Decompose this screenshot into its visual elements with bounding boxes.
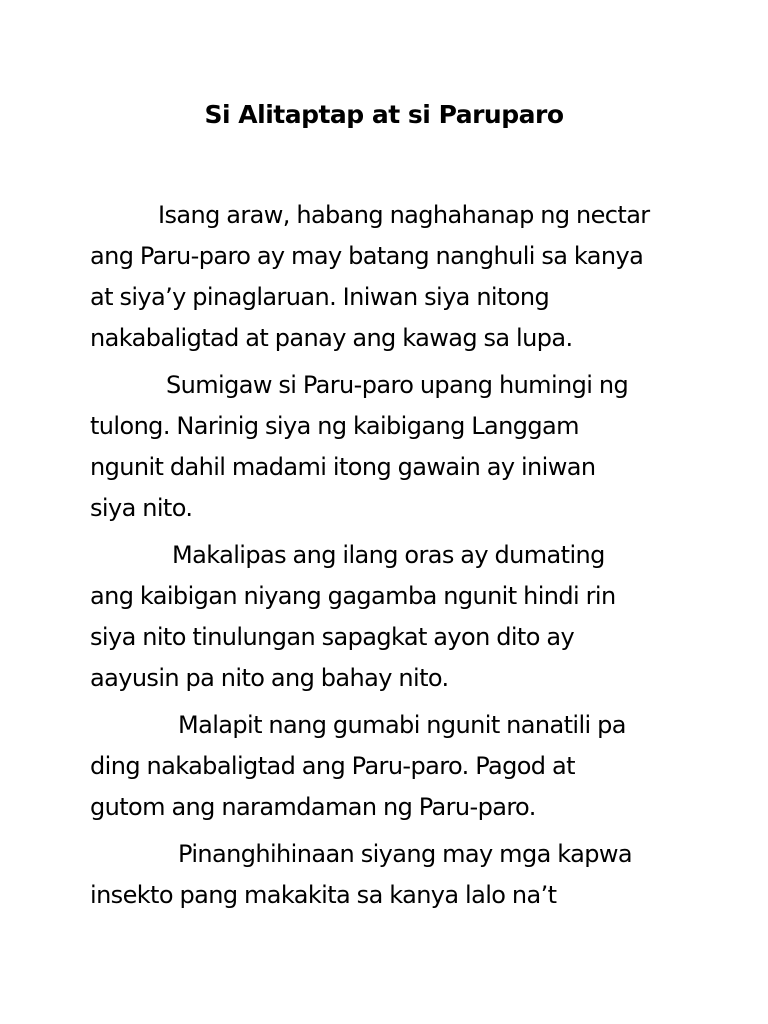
paragraph-line: Makalipas ang ilang oras ay dumating bbox=[172, 541, 605, 569]
paragraph-line: tulong. Narinig siya ng kaibigang Langgam bbox=[90, 412, 579, 440]
paragraph-2 bbox=[90, 365, 700, 529]
paragraph-5 bbox=[90, 834, 700, 916]
paragraph-line: Isang araw, habang naghahanap ng nectar bbox=[158, 201, 650, 229]
paragraph-line: siya nito. bbox=[90, 494, 193, 522]
paragraph-line: aayusin pa nito ang bahay nito. bbox=[90, 664, 449, 692]
paragraph-line: nakabaligtad at panay ang kawag sa lupa. bbox=[90, 324, 573, 352]
document-body bbox=[90, 195, 700, 922]
paragraph-line: ding nakabaligtad ang Paru-paro. Pagod at bbox=[90, 752, 575, 780]
paragraph-line: ang kaibigan niyang gagamba ngunit hindi rin bbox=[90, 582, 616, 610]
paragraph-line: siya nito tinulungan sapagkat ayon dito ay bbox=[90, 623, 575, 651]
paragraph-line: Sumigaw si Paru-paro upang humingi ng bbox=[166, 371, 629, 399]
paragraph-4 bbox=[90, 705, 700, 828]
paragraph-3 bbox=[90, 535, 700, 699]
paragraph-line: Malapit nang gumabi ngunit nanatili pa bbox=[178, 711, 626, 739]
paragraph-line: insekto pang makakita sa kanya lalo na’t bbox=[90, 881, 557, 909]
paragraph-1 bbox=[90, 195, 700, 359]
document-title: Si Alitaptap at si Paruparo bbox=[204, 100, 564, 129]
paragraph-line: ang Paru-paro ay may batang nanghuli sa kanya bbox=[90, 242, 644, 270]
paragraph-line: Pinanghihinaan siyang may mga kapwa bbox=[178, 840, 632, 868]
paragraph-line: ngunit dahil madami itong gawain ay iniwan bbox=[90, 453, 596, 481]
paragraph-line: at siya’y pinaglaruan. Iniwan siya nitong bbox=[90, 283, 550, 311]
paragraph-line: gutom ang naramdaman ng Paru-paro. bbox=[90, 793, 536, 821]
